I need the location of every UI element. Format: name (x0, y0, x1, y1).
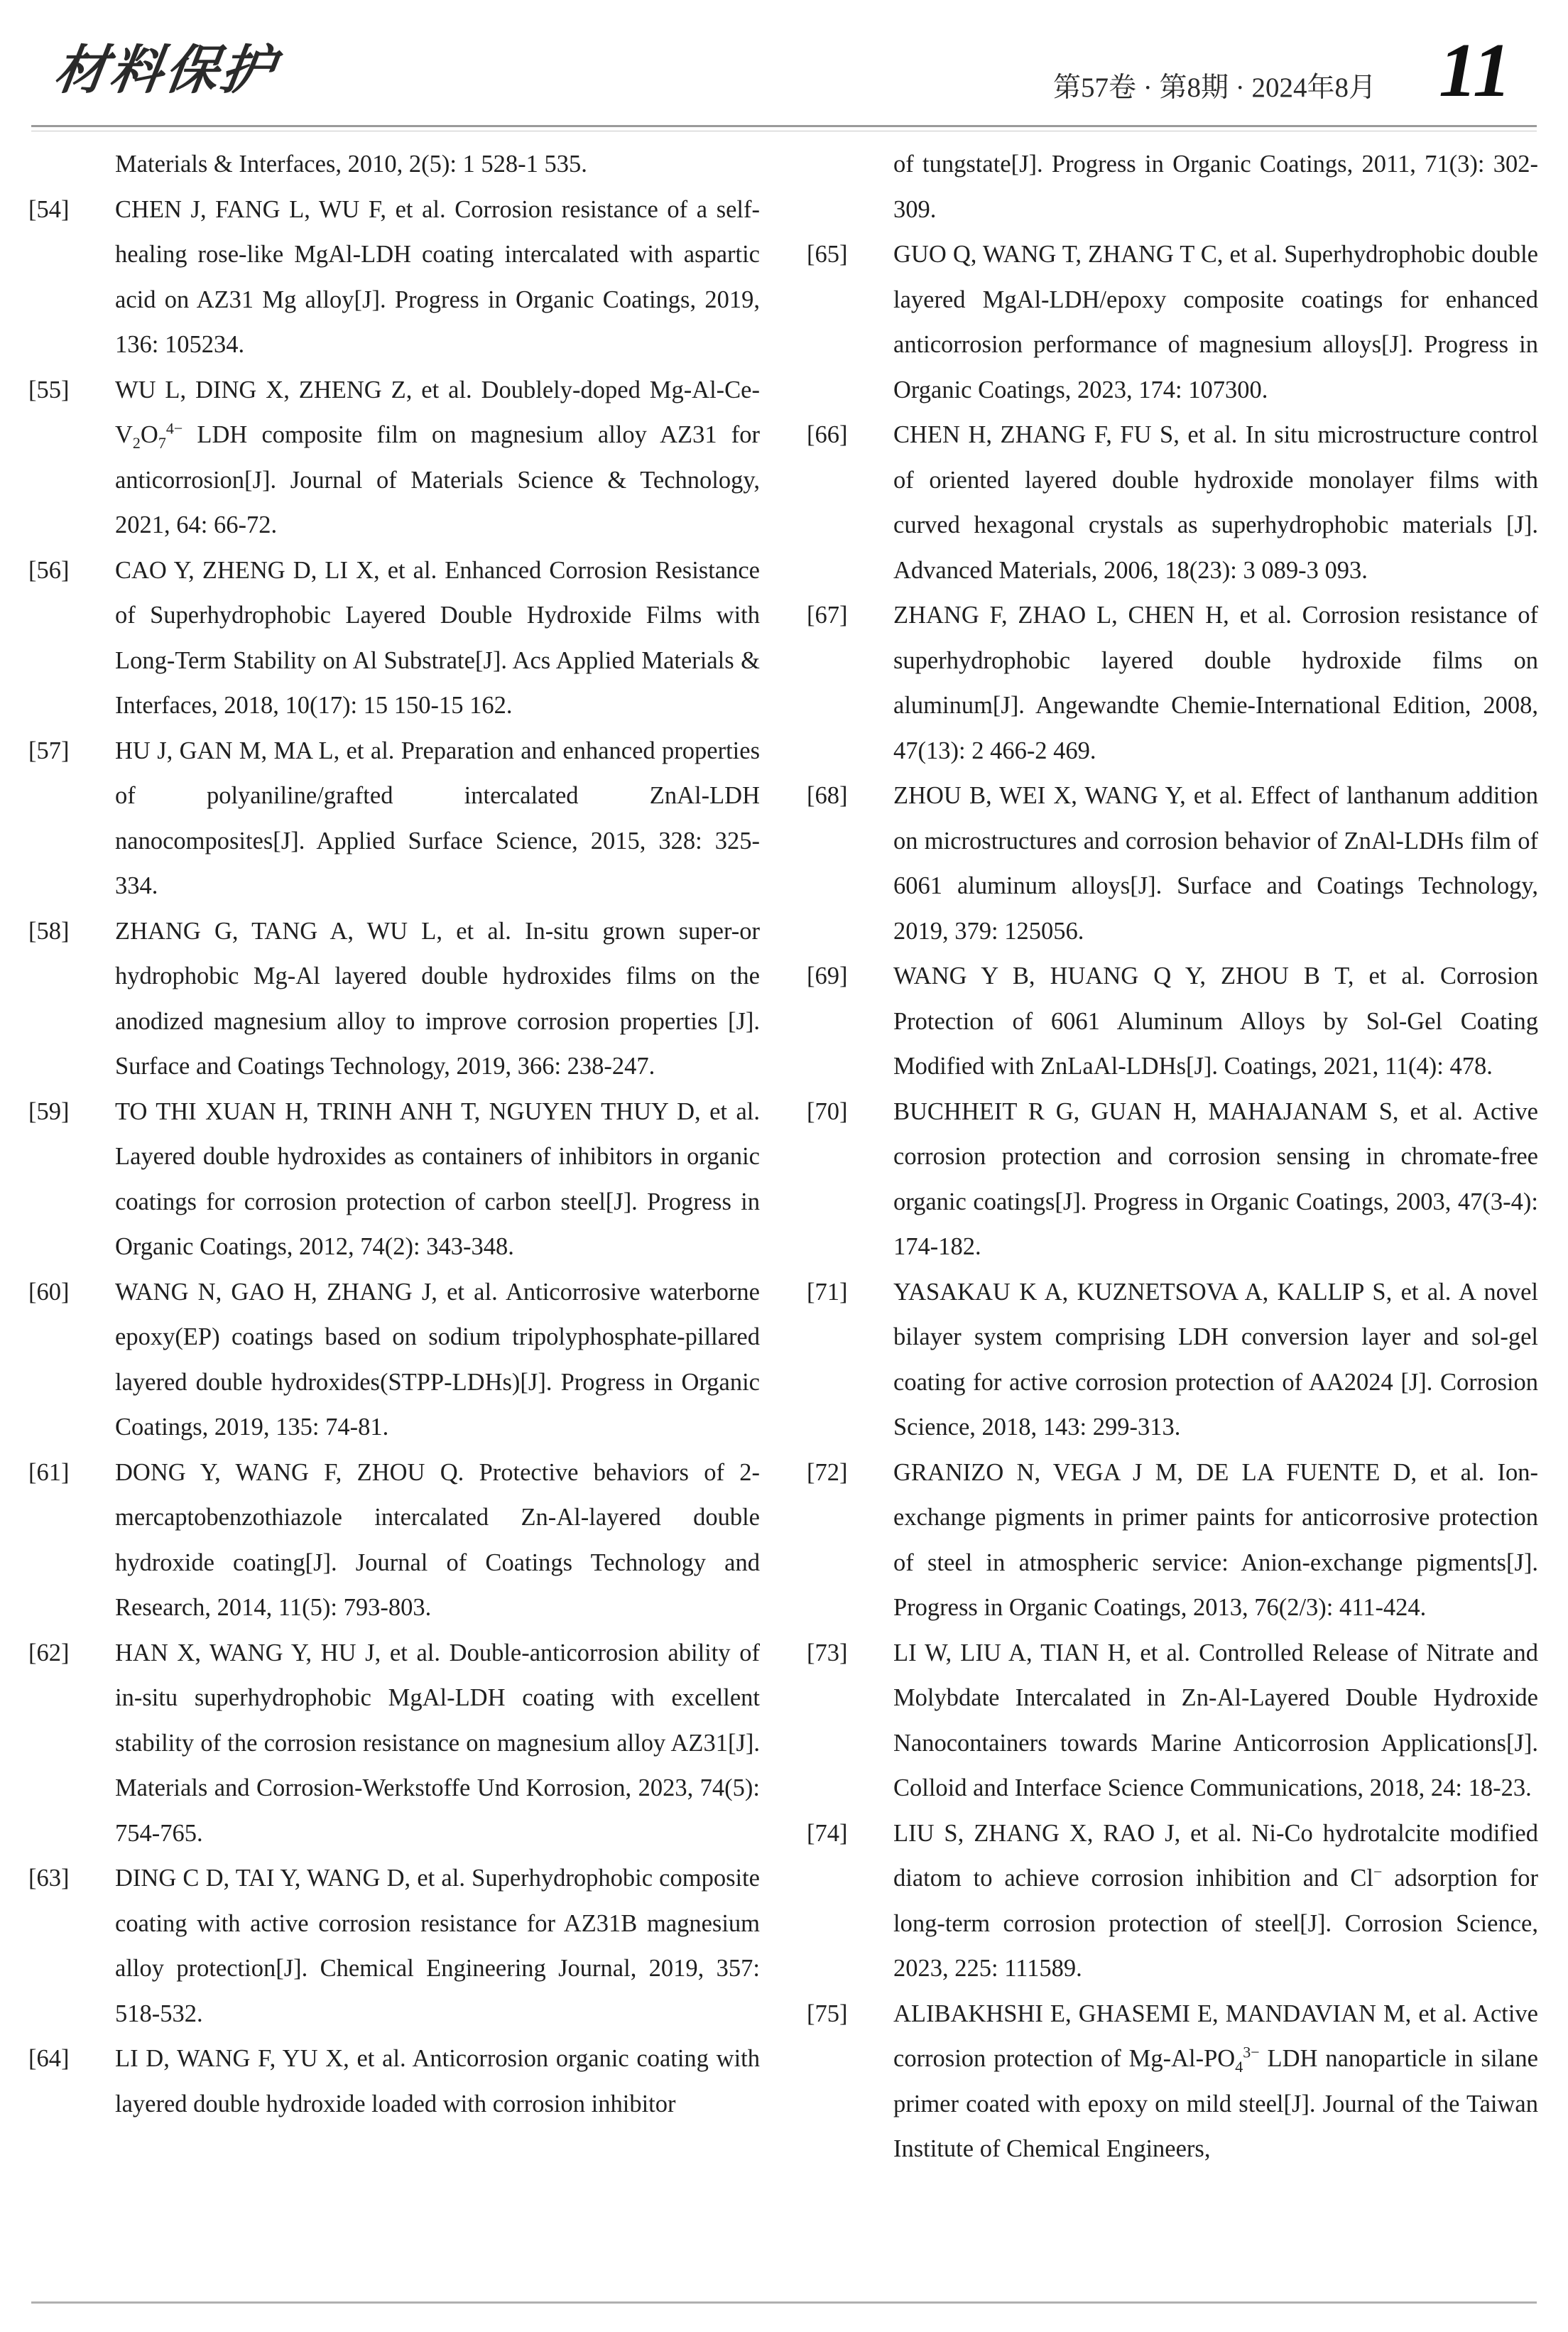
reference-text: ZHANG G, TANG A, WU L, et al. In-situ grown super-or hydrophobic Mg-Al layered double hydroxides films on the anodized magnesium alloy to improve corrosion properties [J]. Surface and Coatings Technology, 2019, 366: 238-247. (115, 917, 760, 1080)
reference-text: BUCHHEIT R G, GUAN H, MAHAJANAM S, et al. Active corrosion protection and corrosion sensing in chromate-free organic coatings[J]. Progress in Organic Coatings, 2003, 47(3-4): 174-182. (893, 1097, 1538, 1260)
right-column (807, 142, 1538, 2172)
header-rule (31, 125, 1537, 127)
journal-logo: 材料保护 (50, 42, 281, 100)
reference-text: DING C D, TAI Y, WANG D, et al. Superhydrophobic composite coating with active corrosion resistance for AZ31B magnesium alloy protection[J]. Chemical Engineering Journal, 2019, 357: 518-532. (115, 1865, 760, 2027)
reference-61 (28, 1450, 760, 1631)
reference-number: [67] (807, 602, 848, 629)
reference-text: CHEN J, FANG L, WU F, et al. Corrosion resistance of a self-healing rose-like MgAl-LDH coating intercalated with aspartic acid on AZ31 Mg alloy[J]. Progress in Organic Coatings, 2019, 136: 105234. (115, 195, 760, 358)
reference-text: LI D, WANG F, YU X, et al. Anticorrosion organic coating with layered double hydroxide loaded with corrosion inhibitor (115, 2045, 760, 2117)
left-column (28, 142, 760, 2127)
reference-55 (28, 368, 760, 548)
reference-number: [72] (807, 1458, 848, 1486)
reference-text: YASAKAU K A, KUZNETSOVA A, KALLIP S, et al. A novel bilayer system comprising LDH conversion layer and sol-gel coating for active corrosion protection of AA2024 [J]. Corrosion Science, 2018, 143: 299-313. (893, 1278, 1538, 1441)
reference-63 (28, 1856, 760, 2037)
reference-number: [63] (28, 1865, 70, 1892)
reference-text: GUO Q, WANG T, ZHANG T C, et al. Superhydrophobic double layered MgAl-LDH/epoxy composite coatings for enhanced anticorrosion performance of magnesium alloys[J]. Progress in Organic Coatings, 2023, 174: 107300. (893, 241, 1538, 403)
reference-number: [68] (807, 782, 848, 809)
reference-number: [64] (28, 2045, 70, 2072)
reference-number: [56] (28, 556, 70, 584)
reference-73 (807, 1631, 1538, 1811)
reference-68 (807, 774, 1538, 954)
reference-72 (807, 1450, 1538, 1631)
reference-text: DONG Y, WANG F, ZHOU Q. Protective behaviors of 2-mercaptobenzothiazole intercalated Zn-Al-layered double hydroxide coating[J]. Journal of Coatings Technology and Research, 2014, 11(5): 793-803. (115, 1458, 760, 1621)
reference-60 (28, 1270, 760, 1450)
reference-text: CHEN H, ZHANG F, FU S, et al. In situ microstructure control of oriented layered double hydroxide monolayer films with curved hexagonal crystals as superhydrophobic materials [J]. Advanced Materials, 2006, 18(23): 3 089-3 093. (893, 421, 1538, 584)
reference-text: ALIBAKHSHI E, GHASEMI E, MANDAVIAN M, et al. Active corrosion protection of $Mg-Al-PO_4^{3-}$ LDH nanoparticle in silane primer coated with epoxy on mild steel[J]. Journal of the Taiwan Institute of Chemical Engineers, (893, 2000, 1538, 2162)
reference-62 (28, 1631, 760, 1857)
reference-number: [54] (28, 195, 70, 223)
page-number: 11 (1438, 28, 1511, 113)
reference-74 (807, 1811, 1538, 1992)
issue-info: 第57卷 · 第8期 · 2024年8月 (1053, 72, 1376, 103)
reference-number: [73] (807, 1639, 848, 1666)
reference-number: [75] (807, 2000, 848, 2027)
reference-continuation: Materials & Interfaces, 2010, 2(5): 1 528-1 535. (115, 151, 587, 178)
reference-number: [74] (807, 1819, 848, 1847)
reference-number: [65] (807, 241, 848, 268)
reference-64 (28, 2037, 760, 2127)
reference-text: WANG N, GAO H, ZHANG J, et al. Anticorrosive waterborne epoxy(EP) coatings based on sodium tripolyphosphate-pillared layered double hydroxides(STPP-LDHs)[J]. Progress in Organic Coatings, 2019, 135: 74-81. (115, 1278, 760, 1441)
reference-text: LI W, LIU A, TIAN H, et al. Controlled Release of Nitrate and Molybdate Intercalated in Zn-Al-Layered Double Hydroxide Nanocontainers towards Marine Anticorrosion Applications[J]. Colloid and Interface Science Communications, 2018, 24: 18-23. (893, 1639, 1538, 1801)
reference-70 (807, 1090, 1538, 1270)
reference-number: [71] (807, 1278, 848, 1306)
reference-number: [58] (28, 917, 70, 945)
reference-56 (28, 548, 760, 729)
reference-text: HU J, GAN M, MA L, et al. Preparation and enhanced properties of polyaniline/grafted intercalated ZnAl-LDH nanocomposites[J]. Applied Surface Science, 2015, 328: 325-334. (115, 737, 760, 899)
reference-57 (28, 729, 760, 909)
reference-text: LIU S, ZHANG X, RAO J, et al. Ni-Co hydrotalcite modified diatom to achieve corrosion inhibition and Cl− adsorption for long-term corrosion protection of steel[J]. Corrosion Science, 2023, 225: 111589. (893, 1819, 1538, 1982)
reference-number: [61] (28, 1458, 70, 1486)
reference-text: CAO Y, ZHENG D, LI X, et al. Enhanced Corrosion Resistance of Superhydrophobic Layered Double Hydroxide Films with Long-Term Stability on Al Substrate[J]. Acs Applied Materials & Interfaces, 2018, 10(17): 15 150-15 162. (115, 556, 760, 719)
reference-number: [55] (28, 376, 70, 403)
page-header (0, 0, 1568, 135)
reference-66 (807, 413, 1538, 593)
reference-text: HAN X, WANG Y, HU J, et al. Double-anticorrosion ability of in-situ superhydrophobic MgAl-LDH coating with excellent stability of the corrosion resistance on magnesium alloy AZ31[J]. Materials and Corrosion-Werkstoffe Und Korrosion, 2023, 74(5): 754-765. (115, 1639, 760, 1847)
reference-54 (28, 188, 760, 368)
reference-text: ZHANG F, ZHAO L, CHEN H, et al. Corrosion resistance of superhydrophobic layered double hydroxide films on aluminum[J]. Angewandte Chemie-International Edition, 2008, 47(13): 2 466-2 469. (893, 602, 1538, 764)
reference-continuation: of tungstate[J]. Progress in Organic Coatings, 2011, 71(3): 302-309. (893, 151, 1538, 223)
reference-number: [60] (28, 1278, 70, 1306)
reference-text: ZHOU B, WEI X, WANG Y, et al. Effect of lanthanum addition on microstructures and corrosion behavior of ZnAl-LDHs film of 6061 aluminum alloys[J]. Surface and Coatings Technology, 2019, 379: 125056. (893, 782, 1538, 945)
reference-text: WANG Y B, HUANG Q Y, ZHOU B T, et al. Corrosion Protection of 6061 Aluminum Alloys by Sol-Gel Coating Modified with ZnLaAl-LDHs[J]. Coatings, 2021, 11(4): 478. (893, 962, 1538, 1080)
reference-text: WU L, DING X, ZHENG Z, et al. Doublely-doped $Mg-Al-Ce-V_2O_7^{4-}$ LDH composite film on magnesium alloy AZ31 for anticorrosion[J]. Journal of Materials Science & Technology, 2021, 64: 66-72. (115, 376, 760, 538)
reference-65 (807, 232, 1538, 413)
reference-number: [59] (28, 1097, 70, 1125)
reference-number: [70] (807, 1097, 848, 1125)
reference-text: TO THI XUAN H, TRINH ANH T, NGUYEN THUY D, et al. Layered double hydroxides as containers of inhibitors in organic coatings for corrosion protection of carbon steel[J]. Progress in Organic Coatings, 2012, 74(2): 343-348. (115, 1097, 760, 1260)
reference-75 (807, 1992, 1538, 2172)
footer-rule (31, 2301, 1537, 2304)
reference-number: [66] (807, 421, 848, 448)
reference-71 (807, 1270, 1538, 1450)
reference-text: GRANIZO N, VEGA J M, DE LA FUENTE D, et al. Ion-exchange pigments in primer paints for anticorrosive protection of steel in atmospheric service: Anion-exchange pigments[J]. Progress in Organic Coatings, 2013, 76(2/3): 411-424. (893, 1458, 1538, 1621)
reference-number: [69] (807, 962, 848, 989)
reference-number: [57] (28, 737, 70, 764)
reference-69 (807, 954, 1538, 1090)
reference-59 (28, 1090, 760, 1270)
reference-67 (807, 593, 1538, 774)
reference-58 (28, 909, 760, 1090)
reference-number: [62] (28, 1639, 70, 1666)
